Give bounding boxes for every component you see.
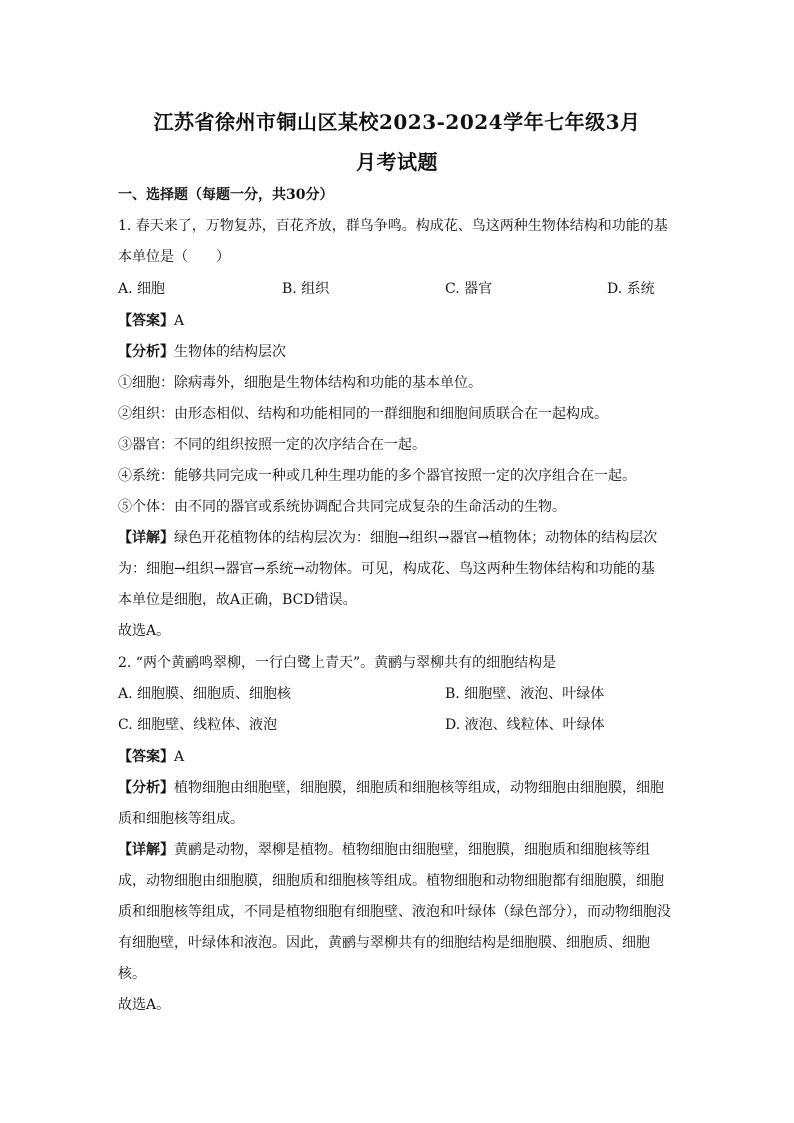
q1-detail-tag: 【详解】 [118, 530, 174, 546]
q1-option-d: D. 系统 [607, 281, 655, 297]
q1-detail-line-2: 为：细胞→组织→器官→系统→动物体。可见，构成花、鸟这两种生物体结构和功能的基 [118, 561, 655, 577]
q1-option-b: B. 组织 [282, 281, 330, 297]
q2-analysis-line-2: 质和细胞核等组成。 [118, 811, 244, 827]
q2-answer [118, 747, 678, 767]
q2-option-b: B. 细胞壁、液泡、叶绿体 [445, 686, 605, 702]
q1-point-2: ②组织：由形态相似、结构和功能相同的一群细胞和细胞间质联合在一起构成。 [118, 406, 608, 422]
q2-analysis-text-1: 植物细胞由细胞壁，细胞膜，细胞质和细胞核等组成，动物细胞由细胞膜，细胞 [174, 780, 664, 796]
q1-option-c: C. 器官 [445, 281, 493, 297]
q1-answer-tag: 【答案】 [118, 313, 174, 329]
q1-point-1: ①细胞：除病毒外，细胞是生物体结构和功能的基本单位。 [118, 375, 482, 391]
q1-analysis [118, 342, 678, 362]
q1-point-3: ③器官：不同的组织按照一定的次序结合在一起。 [118, 437, 426, 453]
q2-analysis-tag: 【分析】 [118, 780, 174, 796]
q1-detail-text-1: 绿色开花植物体的结构层次为：细胞→组织→器官→植物体；动物体的结构层次 [174, 530, 658, 546]
q2-answer-value: A [174, 749, 185, 765]
q2-detail-line-1 [118, 840, 678, 860]
q1-analysis-text: 生物体的结构层次 [174, 344, 286, 360]
section-heading: 一、选择题（每题一分，共30分） [118, 187, 334, 203]
q2-detail-text-1: 黄鹂是动物，翠柳是植物。植物细胞由细胞壁，细胞膜，细胞质和细胞核等组 [174, 842, 650, 858]
q2-detail-tag: 【详解】 [118, 842, 174, 858]
document-title-line-1: 江苏省徐州市铜山区某校2023-2024学年七年级3月 [153, 110, 641, 134]
q2-answer-tag: 【答案】 [118, 749, 174, 765]
q2-option-a: A. 细胞膜、细胞质、细胞核 [118, 686, 292, 702]
q1-point-5: ⑤个体：由不同的器官或系统协调配合共同完成复杂的生命活动的生物。 [118, 499, 566, 515]
q2-option-d: D. 液泡、线粒体、叶绿体 [445, 717, 605, 733]
q1-option-a: A. 细胞 [118, 281, 166, 297]
q1-conclusion: 故选A。 [118, 623, 171, 639]
q1-detail-line-3: 本单位是细胞，故A正确，BCD错误。 [118, 592, 357, 608]
q1-analysis-tag: 【分析】 [118, 344, 174, 360]
q2-option-c: C. 细胞壁、线粒体、液泡 [118, 717, 278, 733]
q2-conclusion: 故选A。 [118, 997, 171, 1013]
q2-detail-line-3: 质和细胞核等组成，不同是植物细胞有细胞壁、液泡和叶绿体（绿色部分），而动物细胞没 [118, 904, 671, 920]
q1-stem-line-1: 1. 春天来了，万物复苏，百花齐放，群鸟争鸣。构成花、鸟这两种生物体结构和功能的基 [118, 218, 668, 234]
document-title-line-2: 月考试题 [356, 150, 438, 174]
q2-stem: 2. “两个黄鹂鸣翠柳，一行白鹭上青天”。黄鹂与翠柳共有的细胞结构是 [118, 655, 557, 671]
q2-analysis-line-1 [118, 778, 678, 798]
q1-stem-line-2: 本单位是（ ） [118, 249, 230, 265]
q1-answer-value: A [174, 313, 185, 329]
q1-detail-line-1 [118, 528, 678, 548]
q2-detail-line-2: 成，动物细胞由细胞膜，细胞质和细胞核等组成。植物细胞和动物细胞都有细胞膜，细胞 [118, 873, 664, 889]
q2-detail-line-5: 核。 [118, 966, 146, 982]
q1-answer [118, 311, 678, 331]
q2-detail-line-4: 有细胞壁，叶绿体和液泡。因此，黄鹂与翠柳共有的细胞结构是细胞膜、细胞质、细胞 [118, 935, 650, 951]
q1-point-4: ④系统：能够共同完成一种或几种生理功能的多个器官按照一定的次序组合在一起。 [118, 468, 636, 484]
